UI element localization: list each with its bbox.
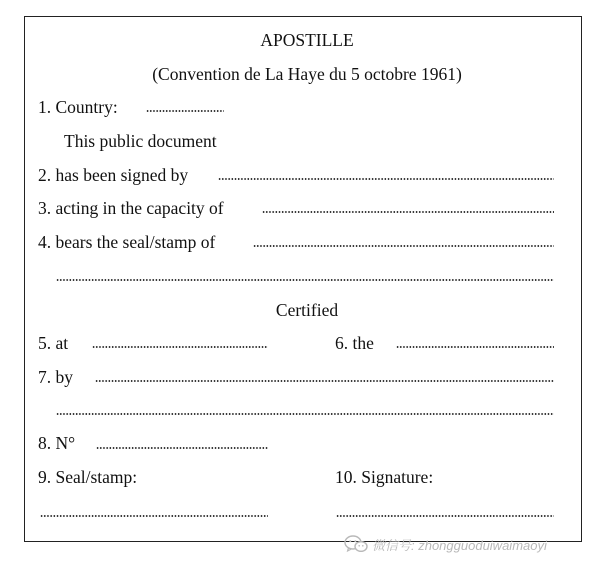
by-field[interactable] [95, 380, 554, 382]
seal-stamp-field[interactable] [40, 515, 268, 517]
capacity-field[interactable] [262, 211, 554, 213]
the-label: 6. the [335, 333, 374, 353]
number-label: 8. N° [38, 433, 76, 453]
at-label: 5. at [38, 333, 69, 353]
watermark-text: 微信号: zhongguoduiwaimaoyi [372, 537, 547, 553]
signature-label: 10. Signature: [335, 467, 434, 487]
capacity-label: 3. acting in the capacity of [38, 198, 224, 218]
watermark [344, 533, 547, 555]
signature-field[interactable] [336, 515, 554, 517]
the-field[interactable] [396, 346, 554, 348]
at-field[interactable] [92, 346, 268, 348]
seal-of-field-line-2[interactable] [56, 279, 554, 281]
wechat-icon [344, 535, 368, 553]
number-field[interactable] [96, 447, 268, 449]
by-field-line-2[interactable] [56, 413, 554, 415]
country-field[interactable] [146, 110, 224, 112]
form-title: APOSTILLE [260, 30, 354, 50]
seal-of-field[interactable] [253, 245, 554, 247]
country-label: 1. Country: [38, 97, 118, 117]
certified-heading: Certified [275, 300, 339, 320]
seal-stamp-label: 9. Seal/stamp: [38, 467, 138, 487]
signed-by-field[interactable] [218, 178, 554, 180]
seal-of-label: 4. bears the seal/stamp of [38, 232, 216, 252]
intro-text: This public document [64, 131, 217, 151]
by-label: 7. by [38, 367, 73, 387]
signed-by-label: 2. has been signed by [38, 165, 189, 185]
form-subtitle: (Convention de La Haye du 5 octobre 1961) [152, 64, 462, 84]
